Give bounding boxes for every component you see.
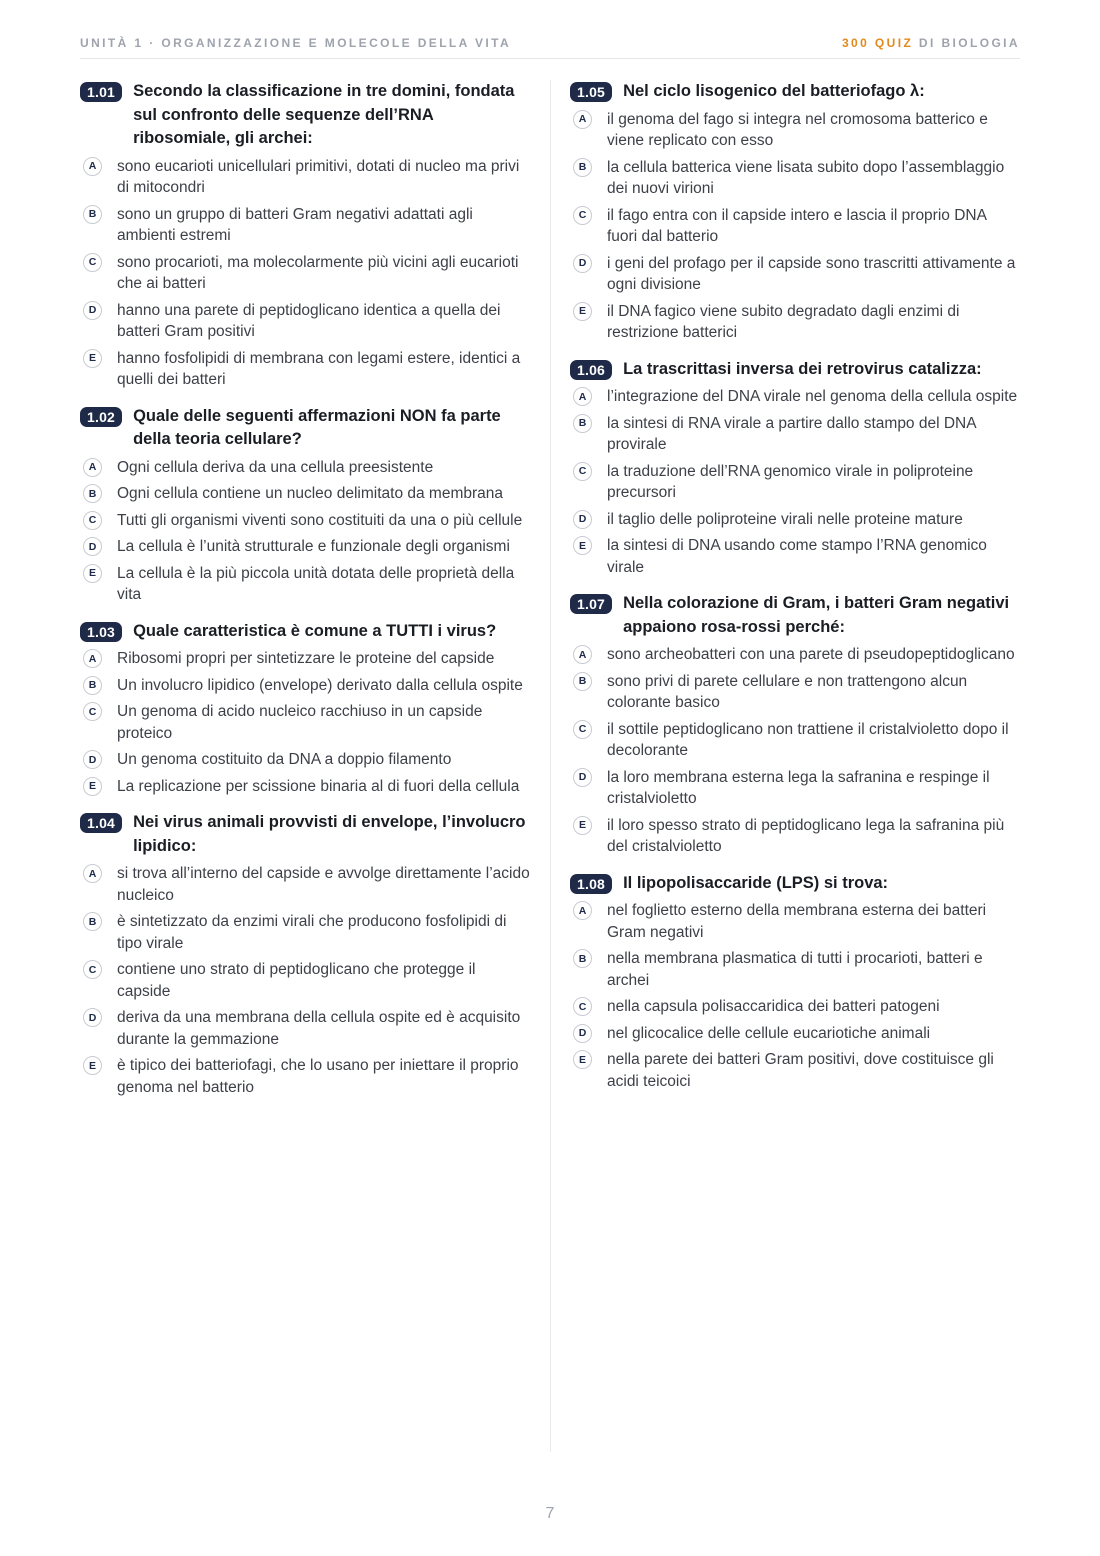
option-text: nella membrana plasmatica di tutti i procarioti, batteri e archei <box>607 950 983 989</box>
option-text: hanno una parete di peptidoglicano identica a quella dei batteri Gram positivi <box>117 301 501 340</box>
answer-option-a <box>80 648 530 670</box>
answer-option-e <box>80 776 530 798</box>
question-header <box>570 872 1020 896</box>
answer-option-d <box>570 253 1020 296</box>
option-text: l’integrazione del DNA virale nel genoma della cellula ospite <box>607 388 1018 405</box>
option-text: Ogni cellula contiene un nucleo delimitato da membrana <box>117 485 504 502</box>
option-text: Ogni cellula deriva da una cellula preesistente <box>117 458 434 476</box>
option-letter-circle: C <box>83 702 102 721</box>
answer-option-e <box>80 348 530 391</box>
answer-option-b <box>570 157 1020 200</box>
option-text: il fago entra con il capside intero e lascia il proprio DNA fuori dal batterio <box>607 206 987 245</box>
answer-option-b <box>80 675 530 697</box>
answer-option-b <box>80 483 530 505</box>
header-book-title <box>842 36 1020 50</box>
question-text: La trascrittasi inversa dei retrovirus catalizza: <box>623 359 982 378</box>
option-letter-circle: B <box>573 158 592 177</box>
running-header <box>80 36 1020 59</box>
question-1-03 <box>80 620 530 798</box>
quiz-columns <box>80 80 1020 1452</box>
page-number: 7 <box>545 1505 555 1522</box>
answer-option-b <box>570 413 1020 456</box>
option-text: Ribosomi propri per sintetizzare le proteine del capside <box>117 650 495 667</box>
answer-option-c <box>80 510 530 532</box>
option-letter-circle: C <box>83 960 102 979</box>
option-text: la traduzione dell’RNA genomico virale in poliproteine precursori <box>607 462 974 501</box>
header-unit-title: UNITÀ 1 · ORGANIZZAZIONE E MOLECOLE DELLA VITA <box>80 36 512 50</box>
option-text: Un involucro lipidico (envelope) derivato dalla cellula ospite <box>117 676 523 694</box>
question-number-badge: 1.02 <box>80 407 122 427</box>
option-letter-circle: D <box>573 254 592 273</box>
option-text: sono procarioti, ma molecolarmente più vicini agli eucarioti che ai batteri <box>117 253 519 292</box>
answer-option-c <box>570 205 1020 248</box>
option-text: sono eucarioti unicellulari primitivi, dotati di nucleo ma privi di mitocondri <box>117 157 520 196</box>
option-text: la loro membrana esterna lega la safranina e respinge il cristalvioletto <box>607 768 990 807</box>
question-number-badge: 1.07 <box>570 594 612 614</box>
option-letter-circle: E <box>83 349 102 368</box>
question-number-badge: 1.01 <box>80 82 122 102</box>
answer-option-e <box>80 1055 530 1098</box>
answer-option-a <box>80 156 530 199</box>
option-text: i geni del profago per il capside sono trascritti attivamente a ogni divisione <box>607 254 1016 293</box>
question-number-badge: 1.04 <box>80 813 122 833</box>
option-text: la sintesi di RNA virale a partire dallo stampo del DNA provirale <box>607 414 976 453</box>
answer-option-d <box>570 509 1020 531</box>
answer-option-a <box>570 900 1020 943</box>
question-number-badge: 1.08 <box>570 874 612 894</box>
option-text: La replicazione per scissione binaria al di fuori della cellula <box>117 777 520 795</box>
answer-option-b <box>570 671 1020 714</box>
header-book-rest: DI BIOLOGIA <box>913 36 1020 50</box>
question-1-02 <box>80 405 530 606</box>
answer-option-a <box>80 457 530 479</box>
option-text: la sintesi di DNA usando come stampo l’RNA genomico virale <box>607 537 987 576</box>
option-letter-circle: A <box>573 110 592 129</box>
option-text: la cellula batterica viene lisata subito dopo l’assemblaggio dei nuovi virioni <box>607 158 1005 197</box>
option-text: il loro spesso strato di peptidoglicano lega la safranina più del cristalvioletto <box>607 816 1005 855</box>
answer-option-b <box>570 948 1020 991</box>
option-text: il sottile peptidoglicano non trattiene il cristalvioletto dopo il decolorante <box>607 720 1009 759</box>
option-text: è sintetizzato da enzimi virali che producono fosfolipidi di tipo virale <box>117 913 507 952</box>
option-letter-circle: E <box>573 536 592 555</box>
option-letter-circle: B <box>573 414 592 433</box>
option-letter-circle: C <box>573 462 592 481</box>
header-book-accent: 300 QUIZ <box>841 36 914 50</box>
option-letter-circle: E <box>573 302 592 321</box>
option-text: hanno fosfolipidi di membrana con legami estere, identici a quelli dei batteri <box>117 349 521 388</box>
answer-option-d <box>80 536 530 558</box>
right-column <box>550 80 1020 1452</box>
option-letter-circle: E <box>573 1050 592 1069</box>
option-letter-circle: E <box>83 777 102 796</box>
option-text: sono privi di parete cellulare e non trattengono alcun colorante basico <box>607 672 968 711</box>
option-letter-circle: C <box>573 720 592 739</box>
option-text: il genoma del fago si integra nel cromosoma batterico e viene replicato con esso <box>607 110 988 149</box>
answer-option-b <box>80 204 530 247</box>
answer-option-e <box>570 815 1020 858</box>
option-letter-circle: A <box>83 157 102 176</box>
option-letter-circle: A <box>83 864 102 883</box>
answer-option-d <box>80 749 530 771</box>
question-number-badge: 1.05 <box>570 82 612 102</box>
answer-option-e <box>80 563 530 606</box>
answer-option-d <box>570 1023 1020 1045</box>
option-text: contiene uno strato di peptidoglicano che protegge il capside <box>117 961 476 1000</box>
option-letter-circle: C <box>573 997 592 1016</box>
option-text: è tipico dei batteriofagi, che lo usano per iniettare il proprio genoma nel batterio <box>117 1057 519 1096</box>
option-text: La cellula è l’unità strutturale e funzionale degli organismi <box>117 538 510 555</box>
option-text: nella capsula polisaccaridica dei batteri patogeni <box>607 998 940 1015</box>
question-text: Secondo la classificazione in tre domini, fondata sul confronto delle sequenze dell’RNA ribosomiale, gli archei: <box>133 82 515 147</box>
option-letter-circle: D <box>83 301 102 320</box>
option-letter-circle: D <box>83 1008 102 1027</box>
option-letter-circle: D <box>83 537 102 556</box>
option-letter-circle: C <box>83 253 102 272</box>
answer-option-a <box>80 863 530 906</box>
question-1-04 <box>80 811 530 1098</box>
question-header <box>570 80 1020 104</box>
question-header <box>80 405 530 452</box>
answer-option-a <box>570 644 1020 666</box>
answer-option-d <box>80 1007 530 1050</box>
option-text: Tutti gli organismi viventi sono costituiti da una o più cellule <box>117 511 523 529</box>
question-header <box>80 620 530 644</box>
question-1-07 <box>570 592 1020 858</box>
option-text: deriva da una membrana della cellula ospite ed è acquisito durante la gemmazione <box>117 1009 521 1048</box>
option-letter-circle: E <box>83 564 102 583</box>
option-letter-circle: E <box>83 1056 102 1075</box>
question-number-badge: 1.03 <box>80 622 122 642</box>
question-text: Nei virus animali provvisti di envelope, l’involucro lipidico: <box>133 813 526 855</box>
question-text: Nel ciclo lisogenico del batteriofago λ: <box>623 82 925 100</box>
question-1-06 <box>570 358 1020 579</box>
option-letter-circle: B <box>83 205 102 224</box>
answer-option-b <box>80 911 530 954</box>
option-text: Un genoma di acido nucleico racchiuso in un capside proteico <box>117 703 483 742</box>
question-header <box>570 358 1020 382</box>
left-column <box>80 80 550 1452</box>
option-letter-circle: B <box>573 949 592 968</box>
question-text: Il lipopolisaccaride (LPS) si trova: <box>623 873 889 892</box>
option-text: si trova all’interno del capside e avvolge direttamente l’acido nucleico <box>117 865 530 904</box>
question-header <box>80 811 530 858</box>
option-letter-circle: C <box>83 511 102 530</box>
option-text: La cellula è la più piccola unità dotata delle proprietà della vita <box>117 564 515 603</box>
option-text: il DNA fagico viene subito degradato dagli enzimi di restrizione batterici <box>607 302 960 341</box>
answer-option-e <box>570 301 1020 344</box>
option-letter-circle: B <box>83 676 102 695</box>
answer-option-c <box>80 959 530 1002</box>
question-header <box>80 80 530 151</box>
option-letter-circle: A <box>573 645 592 664</box>
answer-option-a <box>570 109 1020 152</box>
question-header <box>570 592 1020 639</box>
option-text: nel glicocalice delle cellule eucariotiche animali <box>607 1024 931 1042</box>
answer-option-e <box>570 535 1020 578</box>
option-letter-circle: D <box>83 750 102 769</box>
answer-option-c <box>570 461 1020 504</box>
option-letter-circle: B <box>83 912 102 931</box>
question-text: Quale delle seguenti affermazioni NON fa parte della teoria cellulare? <box>133 406 501 448</box>
option-letter-circle: D <box>573 768 592 787</box>
answer-option-c <box>570 719 1020 762</box>
option-letter-circle: C <box>573 206 592 225</box>
answer-option-a <box>570 386 1020 408</box>
answer-option-e <box>570 1049 1020 1092</box>
option-letter-circle: B <box>573 672 592 691</box>
answer-option-c <box>570 996 1020 1018</box>
option-text: Un genoma costituito da DNA a doppio filamento <box>117 751 452 768</box>
option-text: sono un gruppo di batteri Gram negativi adattati agli ambienti estremi <box>117 205 473 244</box>
option-letter-circle: A <box>573 387 592 406</box>
option-letter-circle: D <box>573 510 592 529</box>
option-text: nel foglietto esterno della membrana esterna dei batteri Gram negativi <box>607 902 987 941</box>
option-text: nella parete dei batteri Gram positivi, dove costituisce gli acidi teicoici <box>607 1051 994 1090</box>
question-number-badge: 1.06 <box>570 360 612 380</box>
option-text: il taglio delle poliproteine virali nelle proteine mature <box>607 510 963 528</box>
answer-option-d <box>570 767 1020 810</box>
option-letter-circle: A <box>83 649 102 668</box>
option-letter-circle: D <box>573 1024 592 1043</box>
option-letter-circle: A <box>573 901 592 920</box>
question-1-08 <box>570 872 1020 1093</box>
question-text: Nella colorazione di Gram, i batteri Gram negativi appaiono rosa-rossi perché: <box>623 594 1010 636</box>
question-1-01 <box>80 80 530 391</box>
question-text: Quale caratteristica è comune a TUTTI i virus? <box>133 621 497 640</box>
option-letter-circle: B <box>83 484 102 503</box>
answer-option-c <box>80 701 530 744</box>
option-letter-circle: A <box>83 458 102 477</box>
question-1-05 <box>570 80 1020 344</box>
option-text: sono archeobatteri con una parete di pseudopeptidoglicano <box>607 646 1015 663</box>
answer-option-c <box>80 252 530 295</box>
option-letter-circle: E <box>573 816 592 835</box>
answer-option-d <box>80 300 530 343</box>
